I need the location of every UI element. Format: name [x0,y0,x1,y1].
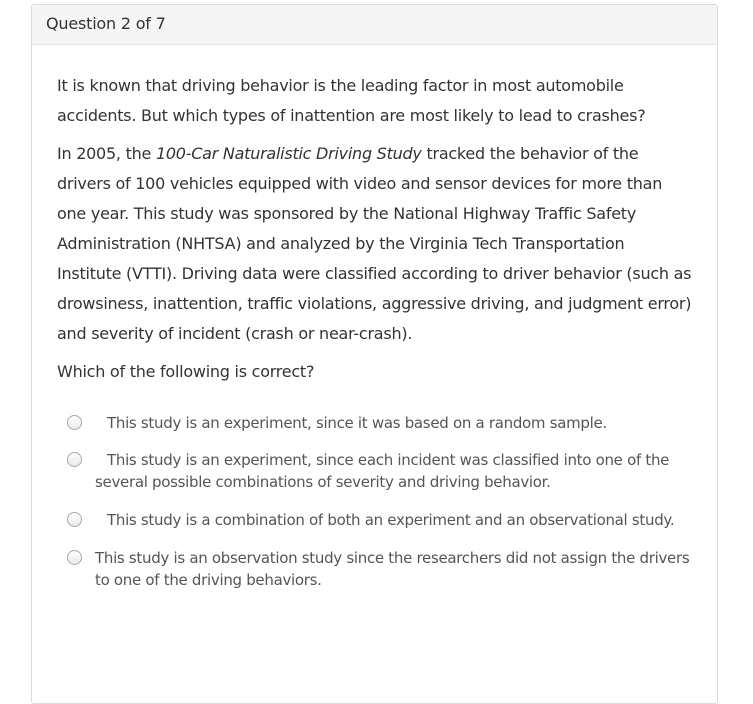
answer-choice-3[interactable] [57,509,693,531]
answer-choices [57,412,693,591]
question-body [32,45,717,591]
question-counter: Question 2 of 7 [32,5,717,45]
question-prompt: Which of the following is correct? [57,362,315,381]
description-rest: tracked the behavior of the drivers of 100 vehicles equipped with video and sensor devices for more than one year. This study was sponsored by the National Highway Traffic Safety Administration (NHTSA) and analyzed by the Virginia Tech Transportation Institute (VTTI). Driving data were classified according to driver behavior (such as drowsiness, inattention, traffic violations, aggressive driving, and judgment error) and severity of incident (crash or near-crash). [57,144,692,343]
answer-choice-label[interactable]: This study is an experiment, since it was based on a random sample. [107,414,607,432]
answer-choice-label[interactable]: This study is a combination of both an experiment and an observational study. [107,511,675,529]
radio-button-icon[interactable] [67,512,82,527]
description-prefix: In 2005, the [57,144,156,163]
answer-choice-label[interactable]: This study is an observation study since the researchers did not assign the drivers to one of the driving behaviors. [95,549,690,589]
question-panel [31,4,718,704]
answer-choice-1[interactable] [57,412,693,434]
answer-choice-4[interactable] [57,547,693,591]
question-description [57,139,693,349]
study-name: 100-Car Naturalistic Driving Study [155,144,422,163]
radio-button-icon[interactable] [67,452,82,467]
radio-button-icon[interactable] [67,550,82,565]
answer-choice-label[interactable]: This study is an experiment, since each incident was classified into one of the several possible combinations of severity and driving behavior. [95,451,670,491]
answer-choice-2[interactable] [57,449,693,493]
radio-button-icon[interactable] [67,415,82,430]
question-intro: It is known that driving behavior is the leading factor in most automobile accidents. But which types of inattention are most likely to lead to crashes? [57,76,646,125]
